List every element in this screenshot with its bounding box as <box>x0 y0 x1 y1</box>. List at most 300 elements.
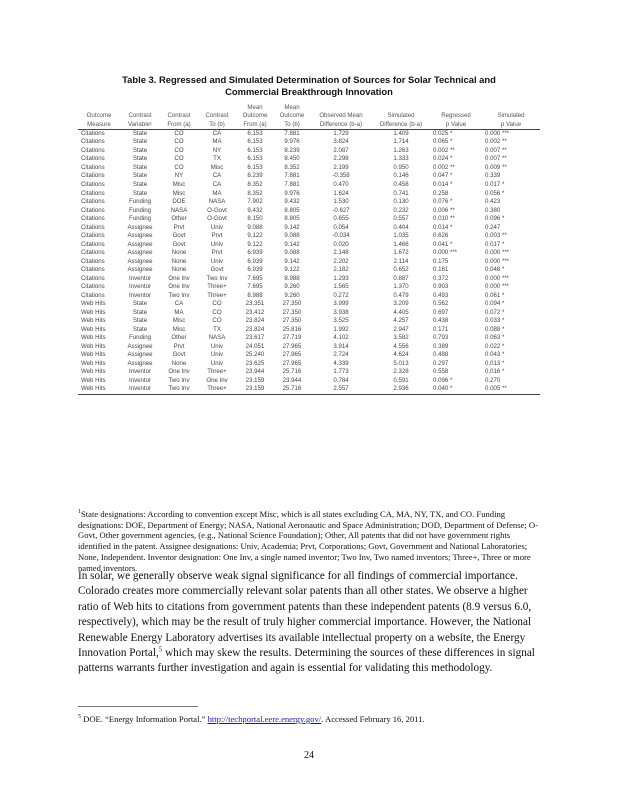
column-header: Contrast <box>128 112 152 120</box>
table-cell: Citations <box>81 232 105 240</box>
table-row <box>78 232 540 241</box>
table-cell: DOE <box>172 198 186 206</box>
table-cell: CO <box>174 146 184 154</box>
table-cell: Web Hits <box>81 368 106 376</box>
table-cell: 0.591 <box>393 376 409 384</box>
table-body <box>78 129 540 394</box>
table-cell: Assignee <box>127 240 153 248</box>
table-row <box>78 326 540 335</box>
table-cell: 25.716 <box>274 385 310 394</box>
table-cell: Two Inv <box>160 385 198 394</box>
table-cell: 2.936 <box>372 385 430 394</box>
table-row <box>78 300 540 309</box>
table-cell: 1.729 <box>333 129 349 137</box>
column-header <box>430 104 482 112</box>
footnote-separator <box>78 706 198 707</box>
table-cell: 0.479 <box>393 291 409 299</box>
table-cell: Univ <box>210 257 224 265</box>
table-cell: 27.350 <box>282 300 302 308</box>
table-cell: Citations <box>81 215 105 223</box>
table-cell: State <box>132 138 148 146</box>
table-cell: CO <box>212 308 222 316</box>
table-cell: 2.148 <box>333 249 349 257</box>
table-cell: 0.423 <box>485 198 501 206</box>
column-header: Regressed <box>441 112 471 120</box>
table-cell: Three+ <box>207 283 227 291</box>
table-cell: NY <box>174 172 184 180</box>
table-cell: CO <box>174 163 184 171</box>
table-cell: MA <box>212 138 222 146</box>
table-cell: Citations <box>81 249 105 257</box>
table-cell: 4.624 <box>393 351 409 359</box>
table-cell: 3.999 <box>333 300 349 308</box>
table-cell: TX <box>213 325 221 333</box>
table-cell: 6.939 <box>247 266 263 274</box>
table-cell: 0.562 <box>433 300 449 308</box>
column-header: Outcome <box>86 112 112 120</box>
table-cell: 0.652 <box>393 266 409 274</box>
table-cell: 2.202 <box>333 257 349 265</box>
table-cell: Citations <box>81 189 105 197</box>
table-cell: 0.339 <box>485 172 501 180</box>
table-cell: Citations <box>81 180 105 188</box>
table-cell: 0.047 * <box>433 172 453 180</box>
table-cell: NASA <box>170 206 188 214</box>
table-cell: Prvt <box>211 249 223 257</box>
table-cell: 1.370 <box>393 283 409 291</box>
paragraph-text: In solar, we generally observe weak signal significance for all findings of commercial importance. Colorado creates more commercially relevant solar patents than all other states. We observe a higher ratio of Web hits to citations from government patents than these independent patents (8.9 versus 6.0, respectively), which may be the result of truly higher commercial importance. However, the National Renewable Energy Laboratory advertises its available intellectual property on a website, the Energy Innovation Portal, <box>78 570 532 660</box>
table-cell: None <box>171 257 187 265</box>
table-cell: 0.247 <box>485 223 501 231</box>
table-cell: 23.412 <box>245 308 265 316</box>
table-row <box>78 292 540 301</box>
table-cell: Two Inv <box>168 291 190 299</box>
footnote-5-text: DOE. “Energy Information Portal.” <box>81 713 208 724</box>
table-cell: 6.153 <box>247 155 263 163</box>
table-cell: 1.293 <box>333 274 349 282</box>
table-row <box>78 351 540 360</box>
table-cell: Assignee <box>127 249 153 257</box>
table-cell: 0.655 <box>333 215 349 223</box>
table-cell: 0.088 * <box>485 325 505 333</box>
table-cell: CO <box>212 317 222 325</box>
footnote-5-link[interactable]: http://techportal.eere.energy.gov/ <box>207 713 322 724</box>
table-cell: 7.695 <box>247 274 263 282</box>
footnote-5-marker: 5 <box>78 714 81 720</box>
table-cell: 0.056 * <box>485 189 505 197</box>
table-cell: 0.020 <box>333 240 349 248</box>
table-cell: 9.122 <box>247 240 263 248</box>
table-cell: 0.232 <box>393 206 409 214</box>
table-cell: Citations <box>81 240 105 248</box>
column-header: To (b) <box>274 121 310 130</box>
table-cell: 1.035 <box>393 232 409 240</box>
table-cell: 0.626 <box>433 232 449 240</box>
table-cell: 27.350 <box>282 308 302 316</box>
table-cell: Web Hits <box>81 342 106 350</box>
table-cell: 23.944 <box>282 376 302 384</box>
table-header <box>78 104 540 129</box>
table-cell: 23.944 <box>245 368 265 376</box>
table-cell: 0.061 * <box>485 291 505 299</box>
table-cell: Citations <box>81 129 105 137</box>
table-cell: 2.087 <box>333 146 349 154</box>
table-cell: 0.270 <box>485 376 501 384</box>
table-cell: 3.824 <box>333 138 349 146</box>
table-cell: 0.024 * <box>433 155 453 163</box>
column-header: Simulated <box>387 112 415 120</box>
table-cell: Misc <box>172 317 186 325</box>
table-cell: 0.380 <box>485 206 501 214</box>
column-header: From (a) <box>236 121 274 130</box>
column-header: From (a) <box>160 121 198 130</box>
table-row <box>78 334 540 343</box>
table-row <box>78 343 540 352</box>
table-cell: 25.240 <box>245 351 265 359</box>
table-cell: 0.903 <box>433 283 449 291</box>
table-cell: Citations <box>81 172 105 180</box>
table-cell: 1.672 <box>393 249 409 257</box>
table-cell: 9.260 <box>284 291 300 299</box>
table-cell: 7.881 <box>284 129 300 137</box>
table-cell: State <box>132 300 148 308</box>
table-cell: Web Hits <box>81 308 106 316</box>
table-cell: 6.939 <box>247 257 263 265</box>
table-cell: 23.351 <box>245 300 265 308</box>
table-cell: 8.805 <box>284 215 300 223</box>
column-header: Contrast <box>205 112 229 120</box>
table-cell: 7.695 <box>247 283 263 291</box>
table-cell: 0.022 * <box>485 342 505 350</box>
table-cell: 1.624 <box>333 189 349 197</box>
table-cell: -0.358 <box>332 172 350 180</box>
table-cell: 0.146 <box>393 172 409 180</box>
table-cell: 0.003 ** <box>485 232 507 240</box>
table-cell: 9.432 <box>284 198 300 206</box>
table-cell: 1.409 <box>393 129 409 137</box>
table-cell: 0.272 <box>333 291 349 299</box>
table-cell: Assignee <box>127 342 153 350</box>
table-cell: 1.466 <box>393 240 409 248</box>
table-cell: 27.719 <box>282 334 302 342</box>
table-cell: 7.881 <box>284 172 300 180</box>
table-cell: 27.965 <box>282 342 302 350</box>
table-cell: 8.988 <box>247 291 263 299</box>
table-cell: 0.054 <box>333 223 349 231</box>
table-cell: 0.887 <box>393 274 409 282</box>
table-cell: 0.096 * <box>433 376 453 384</box>
table-cell: Citations <box>81 291 105 299</box>
table-cell: 1.530 <box>333 198 349 206</box>
table-cell: 2.182 <box>333 266 349 274</box>
table-cell: 27.965 <box>282 351 302 359</box>
table-cell: Funding <box>128 206 152 214</box>
table-cell: 0.072 * <box>485 308 505 316</box>
table-cell: Web Hits <box>81 317 106 325</box>
table-cell: 0.094 * <box>485 300 505 308</box>
table-cell: Citations <box>81 146 105 154</box>
table-row <box>78 224 540 233</box>
table-cell: Univ <box>210 342 224 350</box>
table-cell: Web Hits <box>81 376 106 384</box>
table-cell: Misc <box>172 189 186 197</box>
table-row <box>78 360 540 369</box>
table-cell: 6.153 <box>247 163 263 171</box>
table-cell: Assignee <box>127 232 153 240</box>
table-cell: 4.556 <box>393 342 409 350</box>
table-cell: Univ <box>210 351 224 359</box>
table-row <box>78 129 540 138</box>
table-cell: CO <box>174 129 184 137</box>
table-cell: 23.824 <box>245 317 265 325</box>
header-row <box>78 121 540 130</box>
table-cell: 0.175 <box>433 257 449 265</box>
table-cell: NY <box>212 146 222 154</box>
table-cell: 0.372 <box>433 274 449 282</box>
table-cell: Citations <box>81 163 105 171</box>
table-cell: 0.002 ** <box>433 146 455 154</box>
table-cell: 0.048 * <box>485 266 505 274</box>
column-header: Measure <box>78 121 120 130</box>
table-cell: 0.009 ** <box>485 163 507 171</box>
table-cell: 25.716 <box>282 368 302 376</box>
column-header: Difference (b-a) <box>372 121 430 130</box>
table-cell: Funding <box>128 334 152 342</box>
table-cell: Misc <box>172 180 186 188</box>
table-cell: 9.088 <box>284 249 300 257</box>
table-cell: 6.939 <box>247 249 263 257</box>
table-cell: 9.088 <box>284 232 300 240</box>
footnote-5-text-end: . Accessed February 16, 2011. <box>321 713 425 724</box>
table-cell: 9.976 <box>284 189 300 197</box>
table-cell: None <box>171 249 187 257</box>
table-cell: 0.002 ** <box>433 163 455 171</box>
table-cell: Inventor <box>128 376 152 384</box>
paragraph-text-continued: which may skew the results. Determining the sources of these differences in signal patterns warrants further investigation and again is essential for validating this methodology. <box>78 647 535 675</box>
table-cell: 8.352 <box>247 189 263 197</box>
table-cell: CA <box>212 180 222 188</box>
table-cell: 0.005 ** <box>482 385 540 394</box>
table-cell: State <box>132 180 148 188</box>
table-row <box>78 190 540 199</box>
table-cell: 0.076 * <box>433 198 453 206</box>
table-cell: 3.582 <box>393 334 409 342</box>
table-cell: 0.438 <box>433 317 449 325</box>
table-cell: 3.938 <box>333 308 349 316</box>
table-cell: Web Hits <box>81 359 106 367</box>
column-header <box>310 104 372 112</box>
table-cell: 0.458 <box>393 180 409 188</box>
table-cell: Inventor <box>128 283 152 291</box>
table-cell: 2.947 <box>393 325 409 333</box>
table-cell: 4.257 <box>393 317 409 325</box>
table-cell: 1.333 <box>393 155 409 163</box>
table-cell: Misc <box>210 163 224 171</box>
table-cell: 8.239 <box>284 146 300 154</box>
table-cell: 0.017 * <box>485 180 505 188</box>
table-cell: 0.793 <box>433 334 449 342</box>
column-header: Mean <box>247 104 263 111</box>
table-cell: 0.025 * <box>433 129 453 137</box>
table-cell: 8.988 <box>284 274 300 282</box>
table-cell: 0.000 *** <box>485 283 510 291</box>
table-cell: 5.013 <box>393 359 409 367</box>
table-cell: State <box>132 146 148 154</box>
table-cell: Citations <box>81 138 105 146</box>
table-cell: 0.493 <box>433 291 449 299</box>
table-row <box>78 266 540 275</box>
table-cell: 8.805 <box>284 206 300 214</box>
table-cell: State <box>132 163 148 171</box>
table-row <box>78 155 540 164</box>
table-cell: Three+ <box>207 368 227 376</box>
table-cell: 2.328 <box>393 368 409 376</box>
table-row <box>78 147 540 156</box>
footnote-reference: 5 <box>158 645 163 654</box>
table-cell: 0.096 * <box>485 215 505 223</box>
table-title <box>90 74 528 98</box>
table-cell: 9.976 <box>284 138 300 146</box>
column-header <box>482 104 540 112</box>
table-cell: Web Hits <box>81 334 106 342</box>
table-cell: 0.000 *** <box>433 249 458 257</box>
table-cell: State <box>132 317 148 325</box>
table-cell: None <box>171 266 187 274</box>
results-table <box>78 104 540 395</box>
table-row <box>78 368 540 377</box>
table-cell: 0.258 <box>433 189 449 197</box>
table-cell: Univ <box>210 240 224 248</box>
table-cell: 0.697 <box>433 308 449 316</box>
table-cell: 0.404 <box>393 223 409 231</box>
footnote-text: State designations: According to convention except Misc, which is all states excluding CA, MA, NY, TX, and CO. Funding designations: DOE, Department of Energy; NASA, National Aeronautic and Space Administration; DOD, Department of Defense; O-Govt, Other government agencies, (e.g., National Science Foundation); Other, All patents that did not have government rights identified in the patent. Assignee designations: Univ, Academia; Prvt, Corporations; Govt, Government and National Laboratories; None, Independent. Inventor designation: One Inv, a single named inventor; Two Inv, Two named inventors; Three+, Three or more named inventors. <box>78 508 538 573</box>
table-cell: Citations <box>81 283 105 291</box>
column-header: p Value <box>430 121 482 130</box>
table-cell: 1.565 <box>333 283 349 291</box>
table-cell: 0.002 ** <box>485 138 507 146</box>
table-cell: Funding <box>128 198 152 206</box>
table-cell: 7.881 <box>284 180 300 188</box>
table-cell: 0.014 * <box>433 223 453 231</box>
table-cell: Govt <box>210 266 224 274</box>
table-cell: 9.142 <box>284 223 300 231</box>
table-row <box>78 138 540 147</box>
table-row <box>78 181 540 190</box>
table-cell: Inventor <box>128 291 152 299</box>
table-cell: 8.450 <box>284 155 300 163</box>
footnote-marker: 1 <box>78 509 81 515</box>
table-cell: 1.992 <box>333 325 349 333</box>
table-cell: Govt <box>172 240 186 248</box>
table-cell: 0.065 * <box>433 138 453 146</box>
table-cell: 1.773 <box>333 368 349 376</box>
column-header <box>198 104 236 112</box>
table-cell: Assignee <box>127 351 153 359</box>
table-cell: 9.122 <box>284 266 300 274</box>
table-cell: 4.405 <box>393 308 409 316</box>
table-cell: Univ <box>210 223 224 231</box>
table-cell: Inventor <box>128 274 152 282</box>
table-cell: Misc <box>172 325 186 333</box>
table-cell: Other <box>171 334 187 342</box>
table-cell: 0.033 * <box>485 317 505 325</box>
column-header: Contrast <box>167 112 191 120</box>
table-row <box>78 275 540 284</box>
table-cell: 27.350 <box>282 317 302 325</box>
table-cell: 27.965 <box>282 359 302 367</box>
table-cell: Prvt <box>173 342 185 350</box>
table-footnote <box>78 507 540 574</box>
table-cell: 9.142 <box>284 240 300 248</box>
table-row <box>78 198 540 207</box>
table-cell: 0.040 * <box>430 385 482 394</box>
table-cell: 8.352 <box>284 163 300 171</box>
table-row <box>78 258 540 267</box>
table-cell: 6.153 <box>247 138 263 146</box>
table-row <box>78 377 540 386</box>
column-header: Outcome <box>279 112 305 120</box>
table-cell: 0.000 *** <box>485 129 510 137</box>
header-row <box>78 104 540 112</box>
table-cell: 0.013 * <box>485 359 505 367</box>
table-row <box>78 241 540 250</box>
table-cell: Univ <box>210 359 224 367</box>
table-cell: 0.130 <box>393 198 409 206</box>
table-cell: 0.041 * <box>433 240 453 248</box>
table-cell: Two Inv <box>206 274 228 282</box>
table-cell: 0.043 * <box>485 351 505 359</box>
column-header: p Value <box>482 121 540 130</box>
column-header: Mean <box>284 104 300 111</box>
table-cell: One Inv <box>168 368 190 376</box>
table-cell: State <box>132 129 148 137</box>
table-cell: 0.784 <box>333 376 349 384</box>
table-cell: 9.142 <box>284 257 300 265</box>
table-row <box>78 283 540 292</box>
table-cell: 0.017 * <box>485 240 505 248</box>
table-cell: Citations <box>81 223 105 231</box>
table-cell: State <box>132 155 148 163</box>
table-cell: 0.488 <box>433 351 449 359</box>
table-cell: 9.260 <box>284 283 300 291</box>
table-cell: State <box>132 325 148 333</box>
table-cell: One Inv <box>206 376 228 384</box>
table-cell: 0.007 ** <box>485 146 507 154</box>
table-cell: CA <box>212 129 222 137</box>
table-cell: 3.525 <box>333 317 349 325</box>
column-header: To (b) <box>198 121 236 130</box>
table-cell: 23.824 <box>245 325 265 333</box>
table-cell: Assignee <box>127 223 153 231</box>
table-cell: 8.150 <box>247 215 263 223</box>
table-cell: State <box>132 308 148 316</box>
table-title-line-2: Commercial Breakthrough Innovation <box>225 86 393 97</box>
table-cell: Web Hits <box>81 300 106 308</box>
table-cell: 0.741 <box>393 189 409 197</box>
table-cell: 23.617 <box>245 334 265 342</box>
column-header: Observed Mean <box>319 112 363 120</box>
table-cell: None <box>171 359 187 367</box>
table-row <box>78 215 540 224</box>
table-cell: 0.171 <box>433 325 449 333</box>
table-row <box>78 249 540 258</box>
table-cell: State <box>132 172 148 180</box>
table-cell: 4.339 <box>333 359 349 367</box>
table-cell: 0.000 *** <box>485 274 510 282</box>
table-cell: Two Inv <box>168 376 190 384</box>
table-cell: One Inv <box>168 283 190 291</box>
table-cell: MA <box>212 189 222 197</box>
